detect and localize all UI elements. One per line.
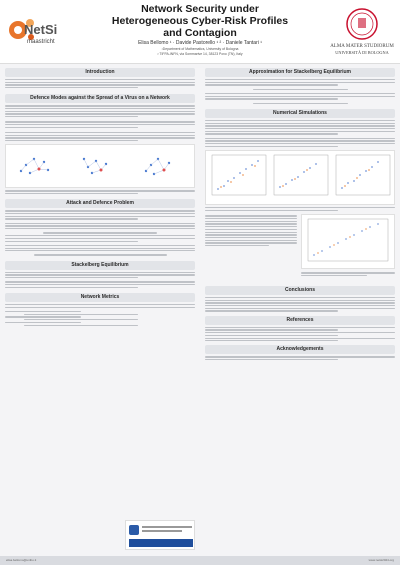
simulation-plots — [205, 150, 395, 205]
footer-email[interactable]: elisa.bellomo@unibo.it — [6, 558, 37, 562]
unibo-text-1: ALMA MATER STUDIORUM — [330, 44, 394, 49]
poster-header — [0, 0, 400, 64]
metrics-text — [5, 304, 195, 326]
poster-footer — [0, 556, 400, 565]
funding-logo-box — [125, 520, 195, 550]
title-line-1: Network Security under — [141, 3, 259, 15]
numsim-text — [205, 120, 395, 147]
figure-caption-left — [5, 190, 195, 194]
network-figure-left — [5, 144, 195, 188]
section-attack-defence: Attack and Defence Problem — [5, 199, 195, 208]
unibo-seal-icon — [330, 6, 394, 58]
results-scatter-icon — [302, 215, 394, 268]
approx-text — [205, 79, 395, 104]
sim-caption — [205, 207, 395, 211]
attack-text — [5, 210, 195, 255]
left-column — [5, 68, 195, 328]
footer-url[interactable]: www.netsi2024.org — [368, 558, 394, 562]
section-stackelberg: Stackelberg Equilibrium — [5, 261, 195, 270]
stackelberg-text — [5, 272, 195, 288]
results-caption — [301, 271, 395, 278]
section-introduction: Introduction — [5, 68, 195, 77]
title-line-3: and Contagion — [163, 27, 237, 39]
affiliations — [95, 47, 305, 56]
ministry-logo-icon — [129, 525, 139, 535]
affiliation-1: ¹Department of Mathematics, University of Bologna — [161, 47, 239, 51]
poster-title — [95, 3, 305, 39]
references-text — [205, 327, 395, 342]
section-defence-modes: Defence Modes against the Spread of a Virus on a Network — [5, 94, 195, 103]
serics-logo-icon — [129, 539, 193, 547]
affiliation-2: ² TIFPA-INFN, via Sommarive 14, 38123 Povo (TN), Italy — [157, 51, 243, 56]
netsi-logo-sub: maastricht — [27, 39, 55, 45]
section-acknowledgements: Acknowledgements — [205, 345, 395, 354]
title-line-2: Heterogeneous Cyber-Risk Profiles — [111, 15, 289, 27]
section-approximation: Approximation for Stackelberg Equilibrium — [205, 68, 395, 77]
results-plot — [301, 214, 395, 269]
section-conclusions: Conclusions — [205, 286, 395, 295]
netsi-logo-icon — [6, 10, 64, 54]
authors: Elisa Bellomo ¹ · Davide Pastorello ¹ ² · Daniele Tantari ¹ — [138, 40, 262, 46]
intro-text — [5, 79, 195, 88]
netsi-logo-text: NetSi — [24, 22, 58, 37]
ack-text — [205, 356, 395, 360]
network-graphs-icon — [6, 145, 194, 187]
scatter-plots-icon — [206, 151, 394, 204]
section-network-metrics: Network Metrics — [5, 293, 195, 302]
section-numerical-simulations: Numerical Simulations — [205, 109, 395, 118]
unibo-text-2: UNIVERSITÀ DI BOLOGNA — [335, 50, 389, 55]
defence-text — [5, 105, 195, 141]
results-block — [205, 214, 395, 284]
results-text — [205, 214, 297, 248]
right-column — [205, 68, 395, 362]
section-references: References — [205, 316, 395, 325]
conclusions-text — [205, 297, 395, 312]
